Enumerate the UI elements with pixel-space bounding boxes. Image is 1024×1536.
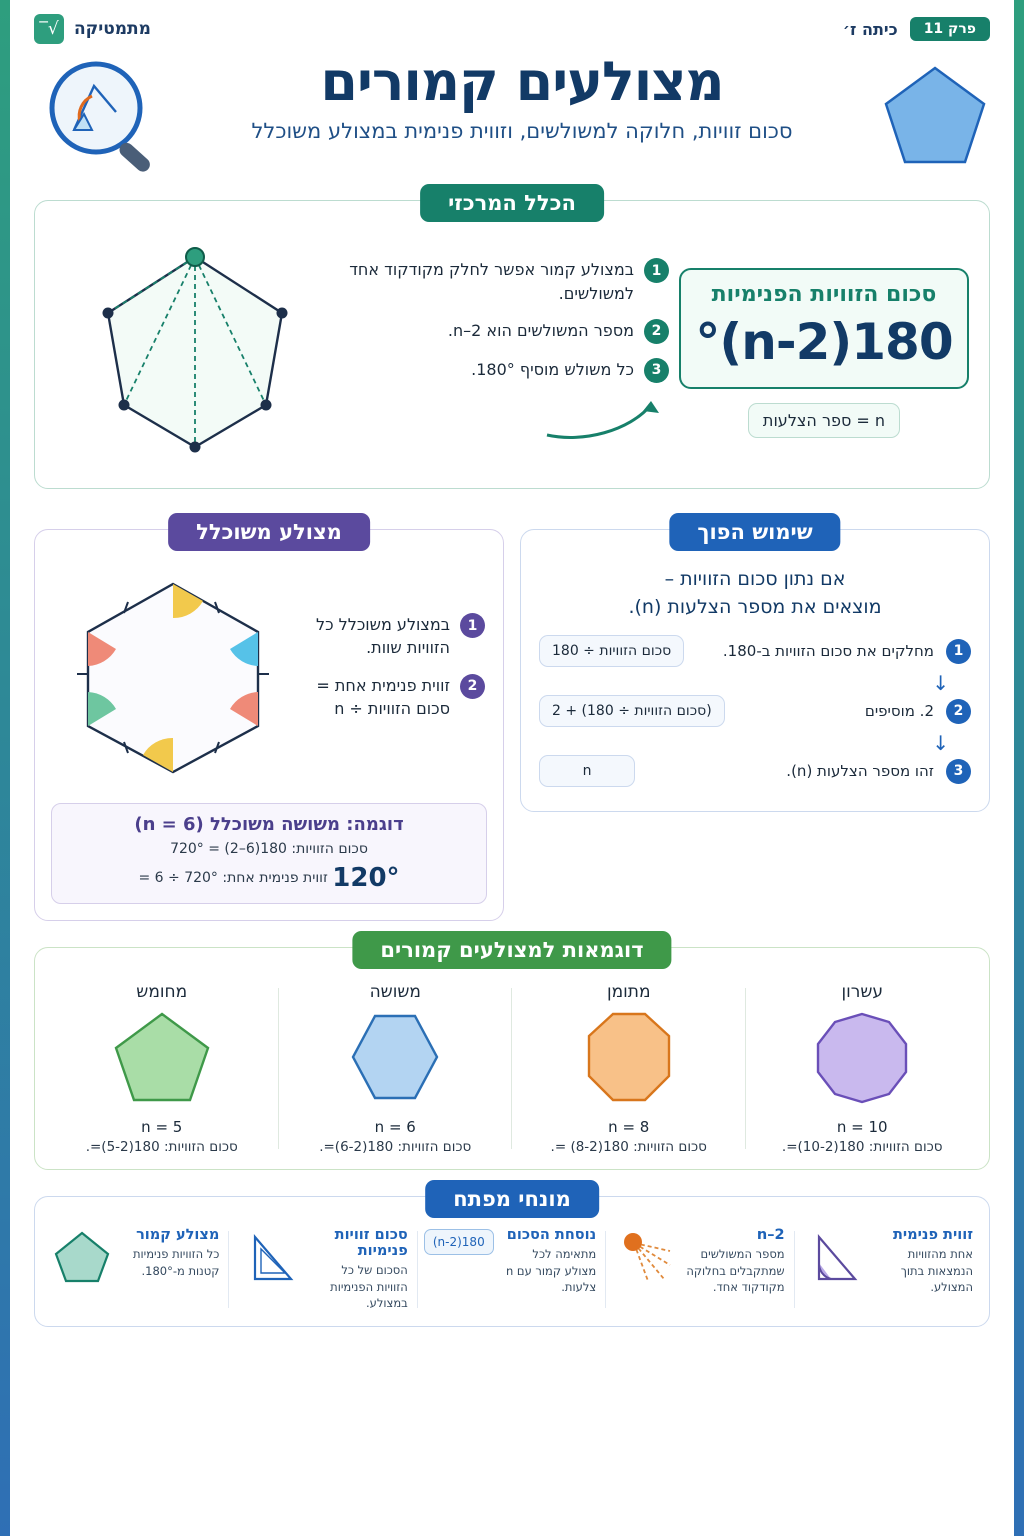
example-line-1: סכום הזוויות: 180(6–2) = 720° (170, 841, 368, 857)
regular-polygon-column (34, 515, 504, 921)
central-rule-steps (339, 258, 675, 446)
shape-name: עשרון (841, 982, 884, 1002)
glossary-term: סכום זוויות פנימיות (334, 1227, 408, 1259)
shape-sum: סכום הזוויות: 180(6-2)=. (319, 1139, 472, 1155)
glossary-item-interior-sum (231, 1227, 415, 1312)
angle-icon (805, 1227, 867, 1312)
step-number: 2 (946, 699, 971, 724)
arrow-down-icon: ↓ (932, 671, 949, 696)
central-rule-card (34, 191, 990, 489)
glossary-item-sum-formula (420, 1227, 604, 1312)
list-item (539, 695, 971, 727)
shape-sides: n = 5 (141, 1118, 183, 1136)
shape-sum: סכום הזוויות: 180(5-2)=. (85, 1139, 238, 1155)
shape-name: מתומן (606, 982, 651, 1002)
hexagon-icon (339, 1008, 451, 1108)
top-bar (34, 14, 990, 44)
reverse-use-banner: שימוש הפוך (669, 513, 840, 551)
grade-label: כיתה ז׳ (842, 19, 898, 39)
triangle-ruler-icon (239, 1227, 301, 1312)
example-value: 120° (332, 863, 400, 893)
step-text: כל משולש מוסיף 180°. (471, 359, 634, 379)
step-number: 2 (644, 319, 669, 344)
magnifier-icon (34, 52, 164, 186)
glossary-item-interior-angle (797, 1227, 981, 1312)
regular-polygon-body (35, 530, 503, 797)
pentagon-decoration (880, 62, 990, 174)
pentagon-icon (106, 1008, 218, 1108)
top-bar-right (34, 14, 151, 44)
middle-row (34, 515, 990, 921)
heptagon-triangulation-figure (55, 235, 335, 470)
glossary-text (309, 1227, 407, 1312)
step-text: מספר המשולשים הוא n–2. (447, 320, 634, 340)
regular-polygon-banner: מצולע משוכלל (168, 513, 370, 551)
shape-sum: סכום הזוויות: 180(10-2)=. (781, 1139, 943, 1155)
step-text: במצולע קמור אפשר לחלק מקודקוד אחד למשולשים. (349, 260, 634, 303)
example-decagon (746, 982, 980, 1155)
example-line-2-label: זווית פנימית אחת: 720° ÷ 6 = (138, 870, 328, 886)
octagon-icon (573, 1008, 685, 1108)
reverse-steps (539, 635, 971, 787)
page-title: מצולעים קמורים (320, 50, 724, 113)
step-number: 2 (460, 674, 485, 699)
example-line-2 (66, 863, 472, 893)
example-pentagon (45, 982, 279, 1155)
page-edge-right (1014, 0, 1024, 1536)
title-block (164, 48, 880, 143)
glossary-text (121, 1227, 219, 1312)
glossary-card (34, 1187, 990, 1327)
list-item (345, 258, 669, 304)
regular-example-box (51, 803, 487, 904)
central-rule-banner: הכלל המרכזי (420, 184, 604, 222)
regular-steps (299, 613, 485, 734)
central-rule-body (35, 201, 989, 488)
top-bar-left (843, 17, 990, 41)
vertex-fan-icon (616, 1227, 678, 1312)
list-item (539, 635, 971, 667)
decagon-icon (806, 1008, 918, 1108)
step-formula: (סכום הזוויות ÷ 180) + 2 (539, 695, 725, 727)
glossary-text (498, 1227, 596, 1312)
step-text: זהו מספר הצלעות (n). (786, 762, 934, 781)
step-number: 1 (460, 613, 485, 638)
example-octagon (512, 982, 746, 1155)
regular-polygon-card (34, 520, 504, 921)
shape-sides: n = 10 (836, 1118, 888, 1136)
glossary-definition: אחת מהזוויות הנמצאות בתוך המצולע. (900, 1247, 973, 1295)
glossary-term: מצולע קמור (136, 1227, 220, 1243)
formula-expression: 180(n-2)° (695, 312, 953, 371)
step-formula: n (539, 755, 635, 787)
shape-sum: סכום הזוויות: 180(8-2) =. (550, 1139, 707, 1155)
glossary-definition: כל הזוויות פנימיות קטנות מ-180°. (132, 1247, 220, 1278)
glossary-item-n-minus-2 (608, 1227, 792, 1312)
step-number: 1 (946, 639, 971, 664)
page-subtitle: סכום זוויות, חלוקה למשולשים, וזווית פנימית במצולע משוכלל (251, 118, 793, 143)
step-number: 1 (644, 258, 669, 283)
shape-sides: n = 8 (608, 1118, 650, 1136)
step-number: 3 (644, 358, 669, 383)
step-text: במצולע משוכלל כל הזוויות שוות. (315, 615, 450, 658)
example-title: דוגמה: משושה משוכלל (n = 6) (134, 814, 404, 835)
shape-sides: n = 6 (374, 1118, 416, 1136)
step-text: 2. מוסיפים (864, 702, 934, 721)
glossary-item-convex-polygon (43, 1227, 227, 1312)
title-row (34, 48, 990, 186)
list-item (345, 358, 669, 383)
glossary-definition: הסכום של כל הזוויות הפנימיות במצולע. (330, 1263, 408, 1311)
formula-title: סכום הזוויות הפנימיות (711, 281, 937, 307)
formula-badge-icon: 180(n-2) (428, 1227, 490, 1312)
page-edge-left (0, 0, 10, 1536)
glossary-text (686, 1227, 784, 1312)
pentagon-icon (51, 1227, 113, 1312)
sides-legend: n = ספר הצלעות (748, 403, 900, 438)
shape-name: משושה (369, 982, 421, 1002)
glossary-term: זווית פנימית (892, 1227, 973, 1243)
examples-card (34, 938, 990, 1170)
example-hexagon (279, 982, 513, 1155)
formula-column (679, 268, 969, 438)
curved-arrow-icon (543, 397, 663, 443)
subject-label: מתמטיקה (74, 19, 151, 39)
glossary-term: n–2 (756, 1227, 785, 1243)
step-formula: סכום הזוויות ÷ 180 (539, 635, 684, 667)
reverse-use-body (521, 530, 989, 811)
glossary-definition: מספר המשולשים שמתקבלים בחלוקה מקודקוד אחד. (686, 1247, 785, 1295)
radical-icon: √‾ (34, 14, 64, 44)
reverse-column (520, 515, 990, 921)
reverse-use-card (520, 520, 990, 812)
arrow-down-icon: ↓ (932, 731, 949, 756)
glossary-banner: מונחי מפתח (425, 1180, 599, 1218)
step-number: 3 (946, 759, 971, 784)
shape-name: מחומש (136, 982, 188, 1002)
reverse-lead (539, 566, 971, 621)
list-item (299, 674, 485, 720)
glossary-term: נוסחת הסכום (506, 1227, 597, 1243)
formula-box (679, 268, 969, 389)
list-item (299, 613, 485, 659)
reverse-lead-line1: אם נתון סכום הזוויות – (664, 568, 846, 590)
glossary-definition: מתאימה לכל מצולע קמור עם n צלעות. (505, 1247, 597, 1295)
list-item (345, 319, 669, 344)
examples-body (35, 948, 989, 1169)
step-text: מחלקים את סכום הזוויות ב-180. (722, 642, 934, 661)
glossary-text (875, 1227, 973, 1312)
step-text: זווית פנימית אחת = סכום הזוויות ÷ n (316, 675, 450, 718)
legend-wrap (679, 389, 969, 438)
examples-banner: דוגמאות למצולעים קמורים (352, 931, 671, 969)
regular-hexagon-figure (53, 566, 293, 781)
reverse-lead-line2: מוצאים את מספר הצלעות (n). (628, 595, 882, 618)
list-item (539, 755, 971, 787)
chapter-chip: פרק 11 (910, 17, 990, 41)
